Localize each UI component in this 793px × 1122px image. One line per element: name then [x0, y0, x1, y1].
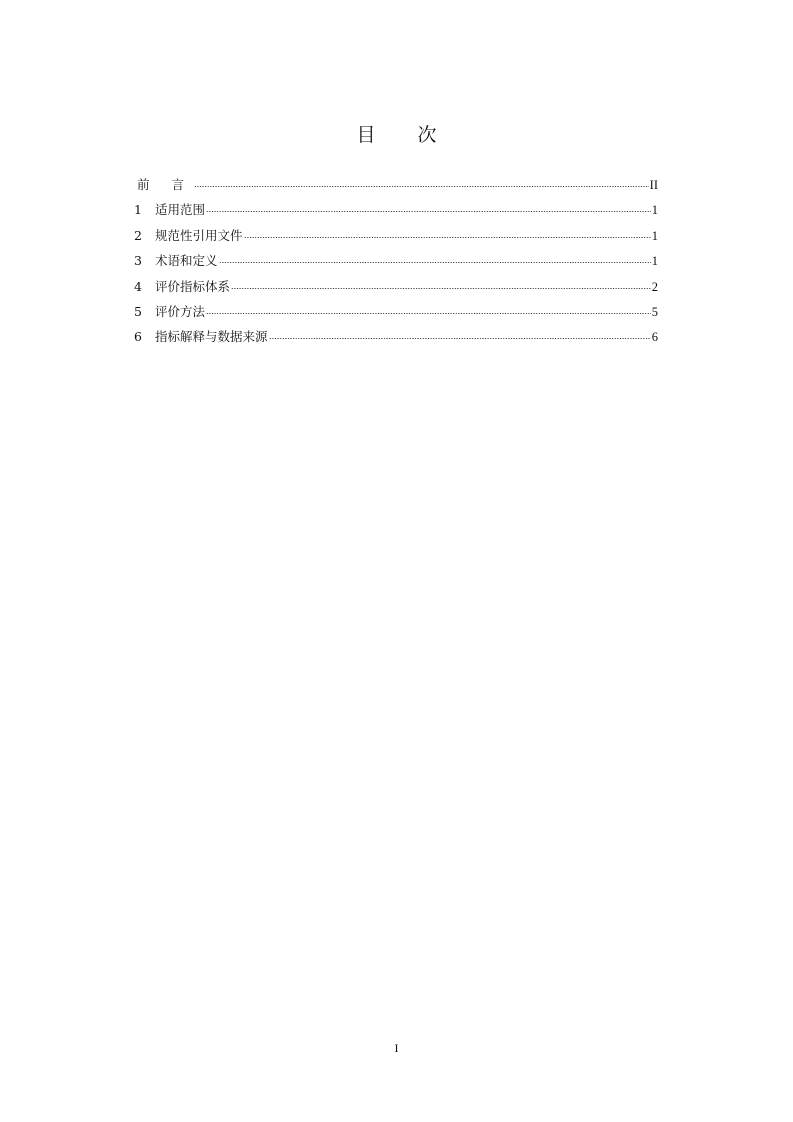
- toc-entry-page: 5: [651, 304, 658, 319]
- dot-leader: [269, 333, 651, 341]
- toc-entry-number: 2: [134, 227, 142, 243]
- toc-entry-page: 1: [651, 254, 658, 269]
- toc-entry-page: 6: [651, 330, 658, 345]
- toc-entry-page: II: [649, 178, 658, 192]
- toc-entry-number: 3: [134, 253, 142, 269]
- toc-entry-label: 评价指标体系: [155, 278, 231, 294]
- dot-leader: [206, 206, 651, 214]
- toc-entry-label: 前 言: [137, 177, 193, 192]
- toc-entry-page: 2: [651, 279, 658, 294]
- dot-leader: [206, 308, 651, 316]
- toc-entry-preface[interactable]: [134, 174, 658, 199]
- toc-entry-label: 适用范围: [155, 202, 206, 218]
- toc-entry-number: 4: [134, 278, 142, 294]
- dot-leader: [244, 232, 651, 240]
- dot-leader: [231, 283, 651, 291]
- toc-entry-scope[interactable]: [134, 199, 658, 224]
- toc-entry-label: 规范性引用文件: [155, 227, 243, 243]
- toc-entry-label: 术语和定义: [155, 253, 218, 269]
- toc-entry-terms-definitions[interactable]: [134, 250, 658, 275]
- toc-entry-evaluation-method[interactable]: [134, 301, 658, 326]
- page-number: I: [394, 1041, 399, 1055]
- dot-leader: [194, 181, 649, 189]
- toc-entry-normative-references[interactable]: [134, 225, 658, 250]
- toc-entry-indicator-interpretation[interactable]: [134, 326, 658, 351]
- dot-leader: [219, 257, 651, 265]
- toc-entry-page: 1: [651, 228, 658, 243]
- toc-entry-number: 6: [134, 329, 142, 345]
- toc-entry-indicator-system[interactable]: [134, 276, 658, 301]
- toc-entry-number: 5: [134, 303, 142, 319]
- table-of-contents: [134, 174, 658, 352]
- toc-entry-label: 评价方法: [155, 303, 206, 319]
- toc-entry-label: 指标解释与数据来源: [155, 329, 268, 345]
- page-title: 目 次: [356, 124, 455, 146]
- toc-entry-page: 1: [651, 203, 658, 218]
- toc-entry-number: 1: [134, 202, 142, 218]
